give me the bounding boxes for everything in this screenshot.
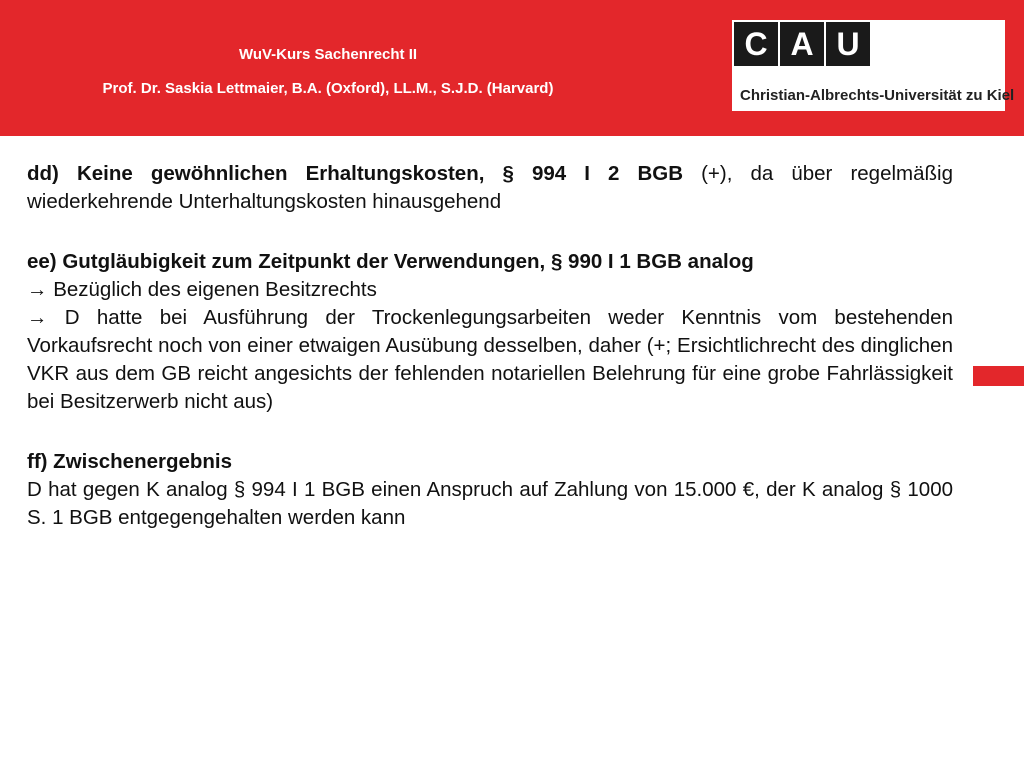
paragraph-dd <box>27 160 953 216</box>
ff-text: D hat gegen K analog § 994 I 1 BGB einen Anspruch auf Zahlung von 15.000 €, der K analog § 1000 S. 1 BGB entgegengehalten werden kann <box>27 478 953 529</box>
ee-point-2: → D hatte bei Ausführung der Trockenlegungsarbeiten weder Kenntnis vom bestehenden Vorkaufsrecht noch von einer etwaigen Ausübung desselben, daher (+; Ersichtlichrecht des dinglichen VKR aus dem GB reicht angesichts der fehlenden notariellen Belehrung für eine grobe Fahrlässigkeit bei Besitzerwerb nicht aus) <box>27 306 953 413</box>
logo-letter-u: U <box>826 22 870 66</box>
ee-heading: ee) Gutgläubigkeit zum Zeitpunkt der Verwendungen, § 990 I 1 BGB analog <box>27 250 754 273</box>
dd-heading: dd) Keine gewöhnlichen Erhaltungskosten, § 994 I 2 BGB <box>27 162 684 185</box>
logo-letter-a: A <box>780 22 824 66</box>
logo-letters <box>734 22 870 66</box>
logo-letter-c: C <box>734 22 778 66</box>
university-logo <box>732 20 1015 111</box>
lecturer-name: Prof. Dr. Saskia Lettmaier, B.A. (Oxford), LL.M., S.J.D. (Harvard) <box>102 80 554 97</box>
ee-point-1: → Bezüglich des eigenen Besitzrechts <box>27 278 377 301</box>
ff-heading: ff) Zwischenergebnis <box>27 450 233 473</box>
course-title: WuV-Kurs Sachenrecht II <box>238 46 418 63</box>
side-accent-bar <box>973 366 1024 386</box>
header-bar <box>0 0 1024 136</box>
university-name: Christian-Albrechts-Universität zu Kiel <box>740 87 1015 104</box>
spacer <box>27 216 953 248</box>
dd-text: (+), da über regelmäßig wiederkehrende Unterhaltungskosten hinausgehend <box>27 162 953 213</box>
slide-content <box>27 160 953 532</box>
spacer <box>27 416 953 448</box>
